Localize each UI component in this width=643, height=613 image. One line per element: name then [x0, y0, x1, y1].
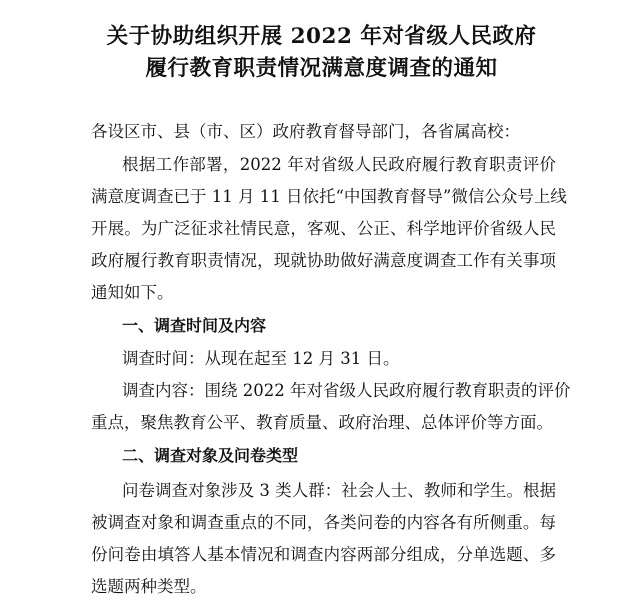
- section-2-heading: 二、调查对象及问卷类型: [122, 446, 299, 465]
- paragraph-2-line-1: 问卷调查对象涉及 3 类人群：社会人士、教师和学生。根据: [122, 481, 556, 500]
- paragraph-2-line-4: 选题两种类型。: [91, 577, 207, 596]
- salutation: 各设区市、县（市、区）政府教育督导部门，各省属高校：: [91, 122, 520, 141]
- section-1-heading: 一、调查时间及内容: [122, 316, 267, 335]
- survey-time: 调查时间：从现在起至 12 月 31 日。: [122, 349, 400, 368]
- paragraph-2-line-2: 被调查对象和调查重点的不同，各类问卷的内容各有所侧重。每: [91, 513, 556, 532]
- document-title-line-2: 履行教育职责情况满意度调查的通知: [145, 56, 498, 81]
- survey-content-line-2: 重点，聚焦教育公平、教育质量、政府治理、总体评价等方面。: [91, 413, 553, 432]
- paragraph-1-line-1: 根据工作部署，2022 年对省级人民政府履行教育职责评价: [122, 155, 556, 174]
- paragraph-1-line-2: 满意度调查已于 11 月 11 日依托“中国教育督导”微信公众号上线: [91, 187, 567, 206]
- paragraph-1-line-3: 开展。为广泛征求社情民意，客观、公正、科学地评价省级人民: [91, 219, 556, 238]
- paragraph-1-line-5: 通知如下。: [91, 283, 174, 302]
- paragraph-1-line-4: 政府履行教育职责情况，现就协助做好满意度调查工作有关事项: [91, 251, 556, 270]
- document-title-line-1: 关于协助组织开展 2022 年对省级人民政府: [106, 24, 537, 49]
- survey-content-line-1: 调查内容：围绕 2022 年对省级人民政府履行教育职责的评价: [122, 381, 571, 400]
- paragraph-2-line-3: 份问卷由填答人基本情况和调查内容两部分组成，分单选题、多: [91, 545, 556, 564]
